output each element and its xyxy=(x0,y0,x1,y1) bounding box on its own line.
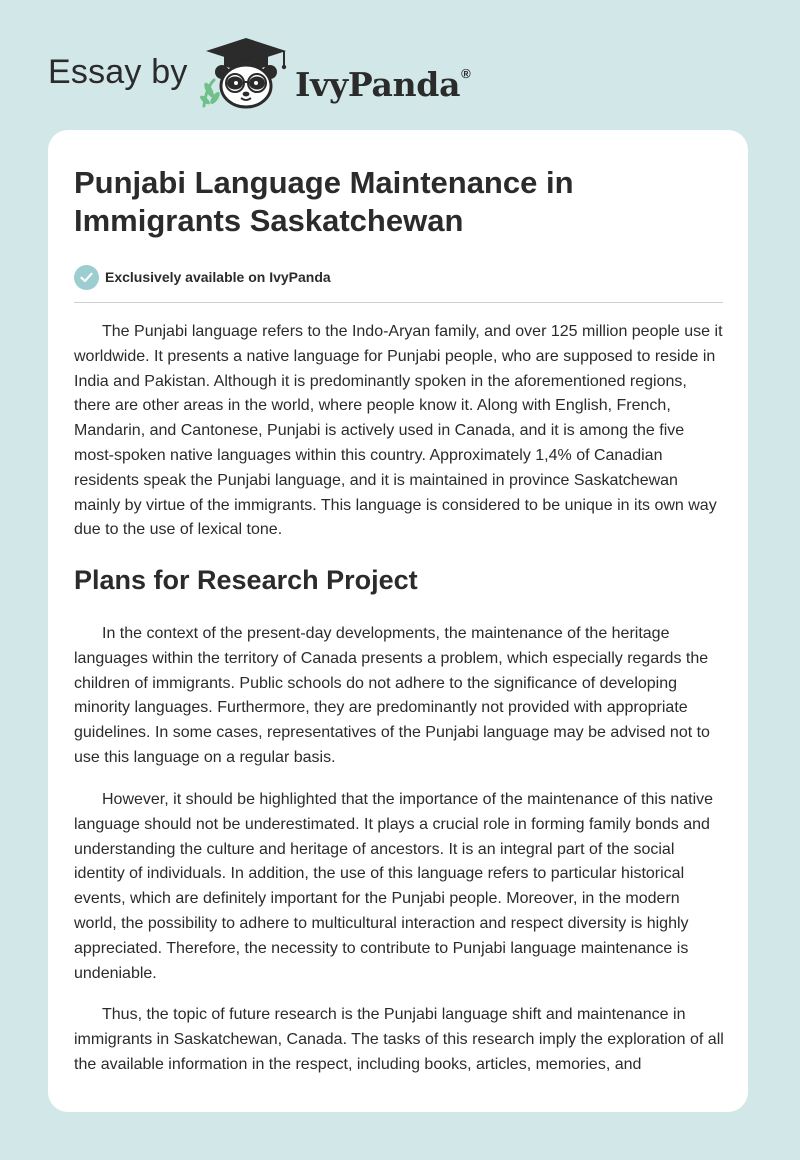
paragraph-context: In the context of the present-day developments, the maintenance of the heritage languages within the territory of Canada presents a problem, which especially regards the children of immigrants. Public schools do not adhere to the significance of developing minority languages. Furthermore, they are predominantly not provided with appropriate guidelines. In some cases, representatives of the Punjabi language may be advised not to use this language on a regular basis. xyxy=(74,625,710,766)
paragraph-topic: Thus, the topic of future research is the Punjabi language shift and maintenance in immigrants in Saskatchewan, Canada. The tasks of this research imply the exploration of all the available information in the respect, including books, articles, memories, and xyxy=(74,1006,724,1073)
site-header xyxy=(0,0,800,130)
brand-name[interactable]: IvyPanda® xyxy=(295,65,471,104)
page-title: Punjabi Language Maintenance in Immigrants Saskatchewan xyxy=(74,165,574,238)
section-heading: Plans for Research Project xyxy=(74,565,418,595)
paragraph-intro: The Punjabi language refers to the Indo-Aryan family, and over 125 million people use it worldwide. It presents a native language for Punjabi people, who are supposed to reside in India and Pakistan. Although it is predominantly spoken in the aforementioned regions, there are other areas in the world, where people know it. Along with English, French, Mandarin, and Cantonese, Punjabi is actively used in Canada, and it is among the five most-spoken native languages within this country. Approximately 1,4% of Canadian residents speak the Punjabi language, and it is maintained in province Saskatchewan mainly by virtue of the immigrants. This language is considered to be unique in its own way due to the use of lexical tone. xyxy=(74,323,723,539)
panda-logo-icon[interactable] xyxy=(200,36,292,110)
essay-card xyxy=(48,130,748,1112)
paragraph-importance: However, it should be highlighted that the importance of the maintenance of this native language should not be underestimated. It plays a crucial role in forming family bonds and understanding the culture and heritage of ancestors. It is an integral part of the social identity of individuals. In addition, the use of this language refers to particular historical events, which are definitely important for the Punjabi people. Moreover, in the modern world, the possibility to adhere to multicultural interaction and respect diversity is highly appreciated. Therefore, the necessity to contribute to Punjabi language maintenance is undeniable. xyxy=(74,791,714,982)
check-icon xyxy=(74,265,99,290)
registered-mark: ® xyxy=(461,66,471,81)
divider xyxy=(74,302,723,303)
exclusive-badge-label: Exclusively available on IvyPanda xyxy=(105,269,331,285)
essay-by-label: Essay by xyxy=(48,53,188,91)
exclusive-badge xyxy=(74,264,331,290)
